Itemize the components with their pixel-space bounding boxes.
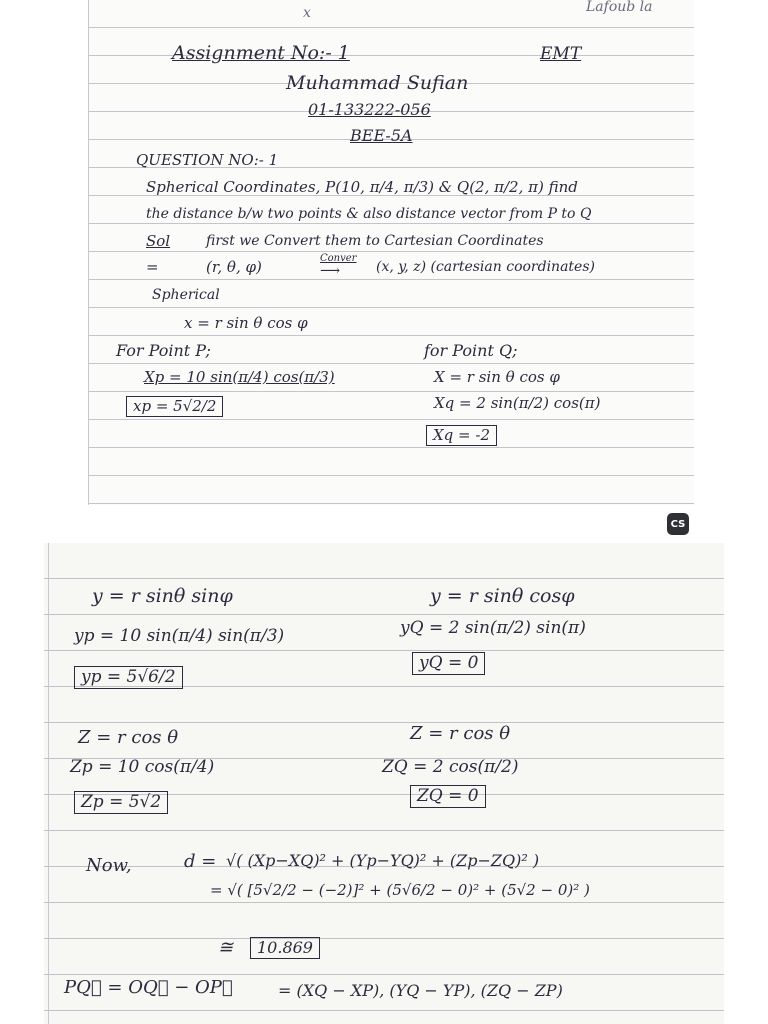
stray-header-text: Lafoub la xyxy=(586,0,653,15)
z-formula-left: Z = r cos θ xyxy=(78,727,179,748)
course-code: EMT xyxy=(540,44,582,64)
camscanner-badge: CS xyxy=(667,513,689,535)
notebook-page-1 xyxy=(88,0,694,505)
approx-sign: ≅ xyxy=(218,937,234,958)
pq-components: = (XQ − XP), (YQ − YP), (ZQ − ZP) xyxy=(278,981,563,1000)
convert-arrow-label: Conver xyxy=(320,253,357,264)
problem-line-2: the distance b/w two points & also distance vector from P to Q xyxy=(146,206,592,222)
xq-equation: Xq = 2 sin(π/2) cos(π) xyxy=(434,394,601,412)
sol-text: first we Convert them to Cartesian Coordinates xyxy=(206,233,544,249)
assignment-title: Assignment No:- 1 xyxy=(172,42,350,64)
yp-equation: yp = 10 sin(π/4) sin(π/3) xyxy=(74,626,285,646)
class-section: BEE-5A xyxy=(350,126,413,145)
convert-from: (r, θ, φ) xyxy=(206,258,262,276)
y-formula-left: y = r sinθ sinφ xyxy=(92,585,233,607)
yq-equation: yQ = 2 sin(π/2) sin(π) xyxy=(400,618,586,638)
z-formula-right: Z = r cos θ xyxy=(410,723,511,744)
problem-line-1: Spherical Coordinates, P(10, π/4, π/3) & Q(2, π/2, π) find xyxy=(146,178,578,196)
yp-result: yp = 5√6/2 xyxy=(74,666,183,689)
d-substituted: = √( [5√2/2 − (−2)]² + (5√6/2 − 0)² + (5√2 − 0)² ) xyxy=(210,881,590,899)
d-label: d = xyxy=(184,851,217,872)
y-formula-right: y = r sinθ cosφ xyxy=(430,585,575,607)
student-name: Muhammad Sufian xyxy=(286,72,469,94)
xp-result: xp = 5√2/2 xyxy=(126,396,223,417)
xp-equation: Xp = 10 sin(π/4) cos(π/3) xyxy=(144,368,335,386)
d-formula: √( (Xp−XQ)² + (Yp−YQ)² + (Zp−ZQ)² ) xyxy=(226,851,540,870)
x-formula: x = r sin θ cos φ xyxy=(184,314,308,332)
margin-line xyxy=(48,543,49,1024)
sol-label: Sol xyxy=(146,232,171,250)
zq-equation: ZQ = 2 cos(π/2) xyxy=(382,757,519,777)
point-q-label: for Point Q; xyxy=(424,341,518,360)
zq-result: ZQ = 0 xyxy=(410,785,486,808)
now-label: Now, xyxy=(86,855,132,876)
convert-arrow: ⟶ xyxy=(320,263,341,279)
question-label: QUESTION NO:- 1 xyxy=(136,151,279,169)
pq-vector: PQ⃗ = OQ⃗ − OP⃗ xyxy=(64,977,233,998)
zp-result: Zp = 5√2 xyxy=(74,791,168,814)
d-result: 10.869 xyxy=(250,937,320,959)
stray-mark: x xyxy=(303,5,311,21)
equals-sign: = xyxy=(146,258,159,276)
xq-result: Xq = -2 xyxy=(426,425,497,446)
convert-to: (x, y, z) (cartesian coordinates) xyxy=(376,259,595,275)
spherical-label: Spherical xyxy=(152,287,220,303)
point-p-label: For Point P; xyxy=(116,341,211,360)
zp-equation: Zp = 10 cos(π/4) xyxy=(70,757,215,777)
margin-line xyxy=(88,0,89,505)
xq-formula: X = r sin θ cos φ xyxy=(434,368,560,386)
yq-result: yQ = 0 xyxy=(412,652,485,675)
enrollment-number: 01-133222-056 xyxy=(308,100,431,119)
notebook-page-2 xyxy=(44,543,724,1024)
